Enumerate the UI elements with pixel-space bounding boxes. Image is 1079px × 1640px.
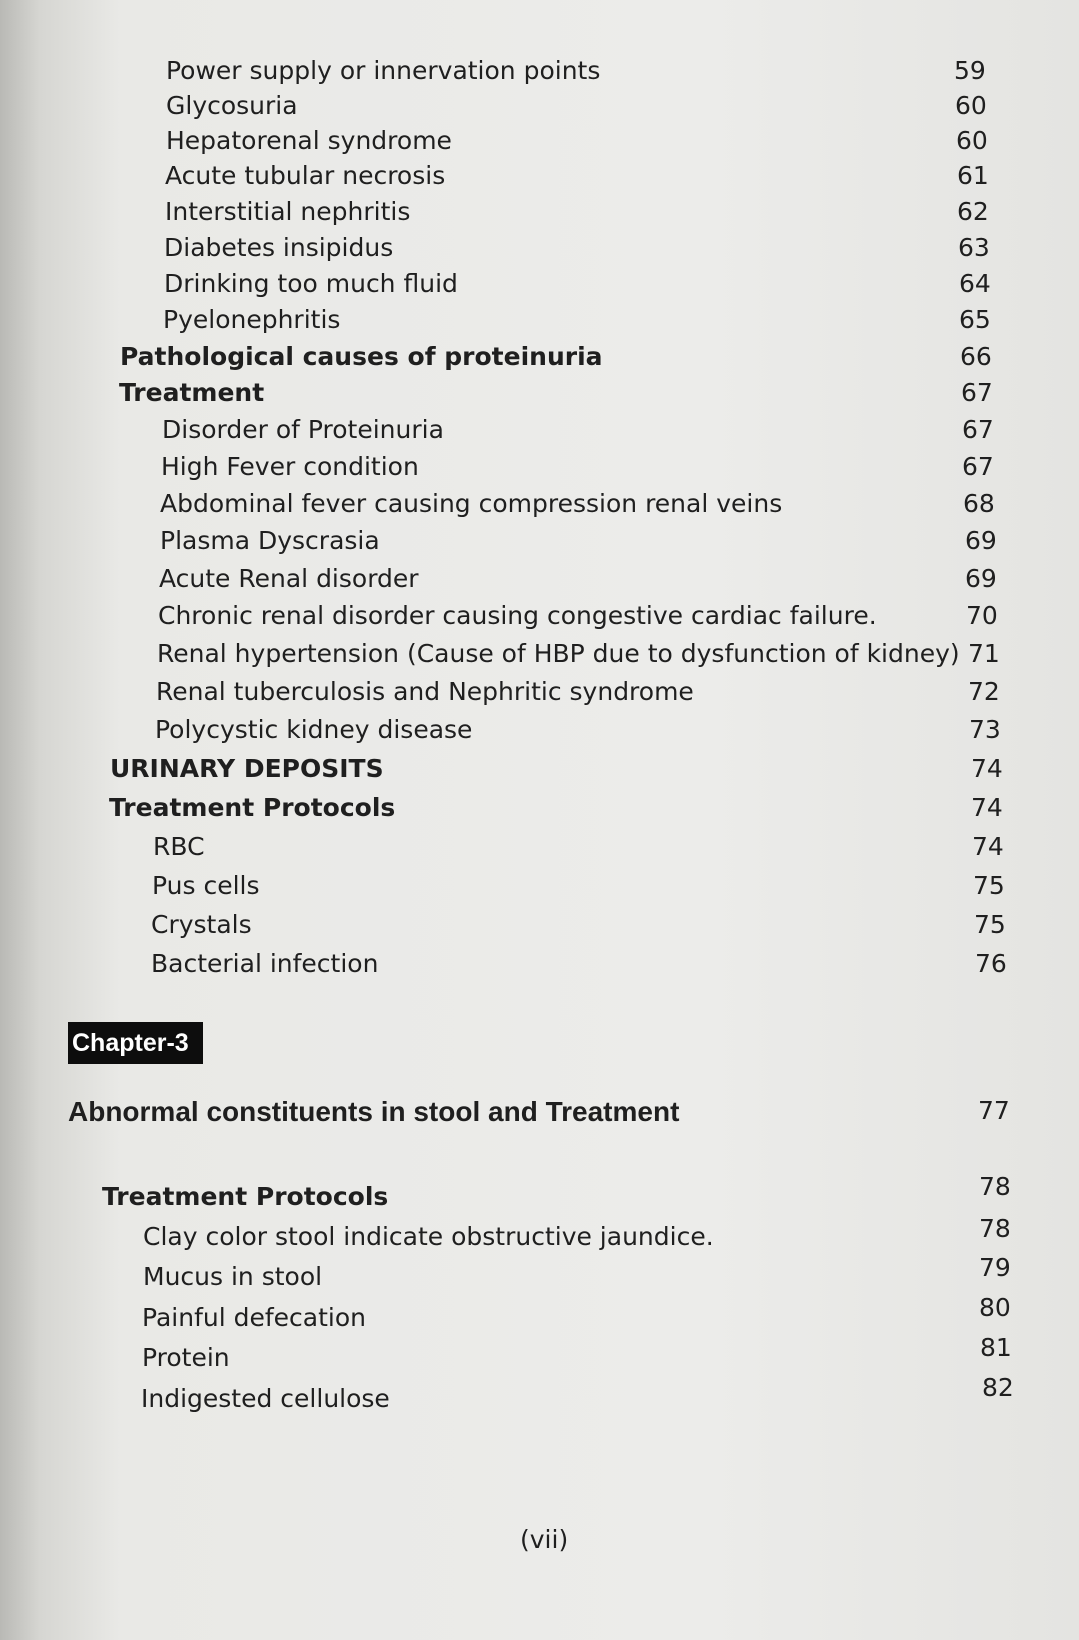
chapter-title: Abnormal constituents in stool and Treatment [68, 1096, 680, 1127]
toc-entry-page: 67 [962, 452, 994, 481]
toc-entry [166, 53, 986, 89]
toc-section-heading [102, 1172, 1012, 1215]
toc-entry [160, 486, 995, 522]
toc-entry [165, 158, 989, 194]
toc-entry-label: Renal tuberculosis and Nephritic syndrome [156, 677, 694, 706]
toc-entry-label: High Fever condition [161, 452, 419, 481]
toc-entry-label: Painful defecation [142, 1303, 366, 1332]
toc-entry-page: 70 [966, 601, 998, 630]
toc-entry [162, 412, 994, 448]
toc-entry [166, 88, 986, 124]
toc-entry-label: Treatment Protocols [102, 1182, 389, 1211]
page-footer-number: (vii) [520, 1525, 569, 1554]
toc-entry-label: Pyelonephritis [163, 305, 341, 334]
toc-entry-label: Treatment [119, 378, 265, 407]
toc-entry [158, 598, 998, 634]
toc-entry-page: 65 [959, 305, 991, 334]
toc-entry [143, 1253, 1013, 1295]
toc-entry-label: RBC [153, 832, 205, 861]
toc-entry [165, 194, 989, 230]
toc-entry-label: Diabetes insipidus [164, 233, 394, 262]
toc-entry-label: Glycosuria [166, 91, 298, 120]
toc-entry-label: Clay color stool indicate obstructive jaundice. [143, 1222, 714, 1251]
toc-entry-label: Protein [142, 1343, 230, 1372]
toc-entry [157, 636, 1002, 672]
toc-entry-label: Pus cells [152, 871, 260, 900]
toc-entry [164, 230, 990, 266]
chapter-page-number: 77 [978, 1096, 1010, 1125]
toc-entry [151, 907, 1006, 943]
toc-section-heading [110, 751, 1003, 787]
toc-entry-page: 75 [973, 871, 1005, 900]
toc-entry-label: Hepatorenal syndrome [166, 126, 452, 155]
toc-entry-label: Treatment Protocols [109, 793, 396, 822]
toc-entry-page: 71 [968, 639, 1000, 668]
toc-entry-label: Renal hypertension (Cause of HBP due to dysfunction of kidney) [157, 639, 960, 668]
toc-entry [143, 1214, 1013, 1255]
toc-entry-label: Abdominal fever causing compression renal veins [160, 489, 783, 518]
toc-entry [166, 123, 986, 159]
toc-entry-page: 78 [979, 1172, 1011, 1201]
toc-entry-page: 79 [979, 1253, 1011, 1282]
toc-entry [141, 1373, 1014, 1417]
toc-entry-page: 68 [963, 489, 995, 518]
toc-entry-page: 64 [959, 269, 991, 298]
toc-entry [151, 946, 1007, 982]
toc-entry-label: Plasma Dyscrasia [160, 526, 380, 555]
toc-entry [163, 302, 991, 338]
toc-entry-label: Power supply or innervation points [166, 56, 601, 85]
toc-entry-page: 81 [980, 1333, 1012, 1362]
toc-entry-page: 74 [972, 832, 1004, 861]
toc-entry-page: 66 [960, 342, 992, 371]
toc-entry-page: 62 [957, 197, 989, 226]
toc-entry-label: Pathological causes of proteinuria [120, 342, 603, 371]
toc-entry-page: 80 [979, 1293, 1011, 1322]
toc-entry-page: 75 [974, 910, 1006, 939]
toc-entry-page: 78 [979, 1214, 1011, 1243]
toc-entry-label: Acute tubular necrosis [165, 161, 446, 190]
toc-entry [153, 829, 1003, 865]
toc-entry-label: Bacterial infection [151, 949, 379, 978]
toc-section-heading [109, 790, 1003, 826]
toc-entry-page: 69 [965, 526, 997, 555]
toc-entry [142, 1293, 1012, 1336]
toc-entry-label: Indigested cellulose [141, 1384, 390, 1413]
toc-entry-page: 67 [962, 415, 994, 444]
toc-section-heading [120, 339, 992, 375]
toc-entry-page: 72 [968, 677, 1000, 706]
toc-entry [155, 712, 1000, 748]
toc-entry-label: Chronic renal disorder causing congestive cardiac failure. [158, 601, 877, 630]
toc-section-heading [119, 375, 993, 411]
toc-entry-label: Interstitial nephritis [165, 197, 411, 226]
toc-entry-page: 69 [965, 564, 997, 593]
toc-entry [161, 449, 994, 485]
chapter-badge: Chapter-3 [68, 1022, 203, 1064]
toc-entry-label: Disorder of Proteinuria [162, 415, 444, 444]
toc-entry-page: 60 [955, 91, 987, 120]
toc-entry-label: URINARY DEPOSITS [110, 754, 384, 783]
toc-entry-page: 61 [957, 161, 989, 190]
toc-entry-label: Polycystic kidney disease [155, 715, 473, 744]
toc-entry [142, 1333, 1012, 1376]
toc-entry-page: 74 [971, 754, 1003, 783]
toc-entry-page: 60 [956, 126, 988, 155]
toc-entry-label: Acute Renal disorder [159, 564, 419, 593]
toc-entry-page: 67 [961, 378, 993, 407]
toc-entry [156, 674, 1001, 710]
toc-entry [160, 523, 997, 559]
toc-entry-page: 73 [969, 715, 1001, 744]
toc-entry-label: Crystals [151, 910, 252, 939]
toc-entry [159, 561, 997, 597]
toc-entry-label: Drinking too much fluid [164, 269, 458, 298]
toc-entry [152, 868, 1005, 904]
toc-entry-page: 63 [958, 233, 990, 262]
toc-entry [164, 266, 991, 302]
toc-entry-page: 82 [982, 1373, 1014, 1402]
toc-entry-page: 76 [975, 949, 1007, 978]
toc-entry-page: 74 [971, 793, 1003, 822]
toc-entry-page: 59 [954, 56, 986, 85]
toc-entry-label: Mucus in stool [143, 1262, 323, 1291]
